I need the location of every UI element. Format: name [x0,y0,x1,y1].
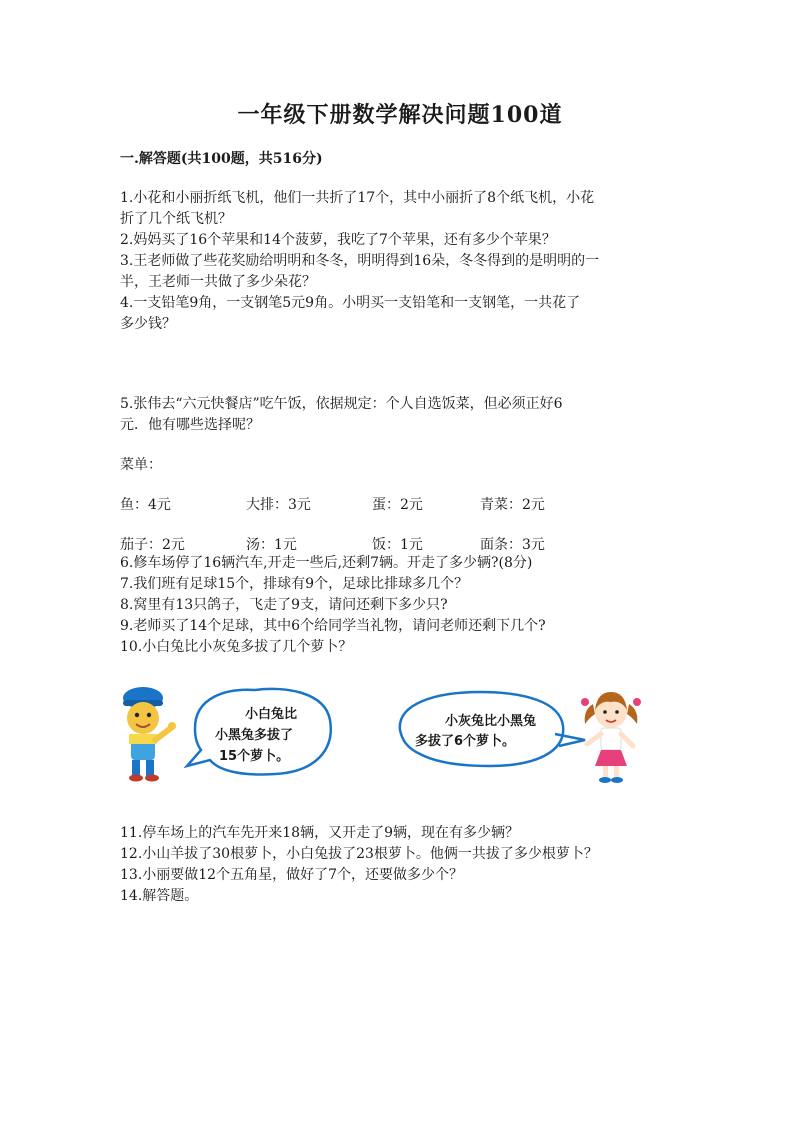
boy-illustration [123,687,176,782]
question-9: 9.老师买了14个足球，其中6个给同学当礼物，请问老师还剩下几个? [120,618,546,634]
question-12: 12.小山羊拔了30根萝卜，小白兔拔了23根萝卜。他俩一共拔了多少根萝卜？ [120,846,598,862]
page-title: 一年级下册数学解决问题100道 [237,102,563,128]
question-8: 8.窝里有13只鸽子，飞走了9支，请问还剩下多少只? [120,597,448,613]
menu-item-rice: 饭：1元 [372,537,423,553]
left-bubble-line-1: 小白兔比 [245,707,298,722]
right-bubble-line-2: 多拔了6个萝卜。 [415,734,516,749]
question-1-line-2: 折了几个纸飞机？ [120,211,232,227]
menu-item-noodles: 面条：3元 [480,537,545,553]
menu-item-pork-chop: 大排：3元 [246,497,311,513]
menu-item-fish: 鱼：4元 [120,497,171,513]
question-14: 14.解答题。 [120,888,199,904]
girl-illustration [581,692,641,783]
question-6: 6.修车场停了16辆汽车,开走一些后,还剩7辆。开走了多少辆?(8分) [120,555,533,571]
question-3-line-2: 半，王老师一共做了多少朵花？ [120,274,316,290]
question-4-line-1: 4.一支铅笔9角，一支钢笔5元9角。小明买一支铅笔和一支钢笔，一共花了 [120,295,581,311]
right-bubble-line-1: 小灰兔比小黑兔 [445,714,537,729]
question-7: 7.我们班有足球15个，排球有9个，足球比排球多几个？ [120,576,469,592]
question-1-line-1: 1.小花和小丽折纸飞机，他们一共折了17个，其中小丽折了8个纸飞机，小花 [120,190,595,206]
question-2: 2.妈妈买了16个苹果和14个菠萝，我吃了7个苹果，还有多少个苹果？ [120,232,556,248]
question-11: 11.停车场上的汽车先开来18辆，又开走了9辆，现在有多少辆？ [120,825,519,841]
menu-item-eggplant: 茄子：2元 [120,537,185,553]
rabbit-dialogue-figure [115,680,675,790]
question-4-line-2: 多少钱？ [120,316,176,332]
question-5-line-1: 5.张伟去“六元快餐店”吃午饭，依据规定：个人自选饭菜，但必须正好6 [120,396,563,412]
question-3-line-1: 3.王老师做了些花奖励给明明和冬冬，明明得到16朵，冬冬得到的是明明的一 [120,253,600,269]
right-speech-bubble [400,692,585,766]
question-5-line-2: 元．他有哪些选择呢？ [120,417,260,433]
left-speech-bubble [187,689,331,775]
left-bubble-line-3: 15个萝卜。 [219,749,290,764]
question-13: 13.小丽要做12个五角星，做好了7个，还要做多少个？ [120,867,463,883]
menu-item-greens: 青菜：2元 [480,497,545,513]
menu-label: 菜单： [120,457,162,473]
left-bubble-line-2: 小黑兔多拔了 [215,728,294,743]
menu-item-egg: 蛋：2元 [372,497,423,513]
boy-face [127,702,159,734]
question-10: 10.小白兔比小灰兔多拔了几个萝卜？ [120,639,353,655]
menu-item-soup: 汤：1元 [246,537,297,553]
section-heading: 一.解答题(共100题，共516分) [120,151,323,167]
